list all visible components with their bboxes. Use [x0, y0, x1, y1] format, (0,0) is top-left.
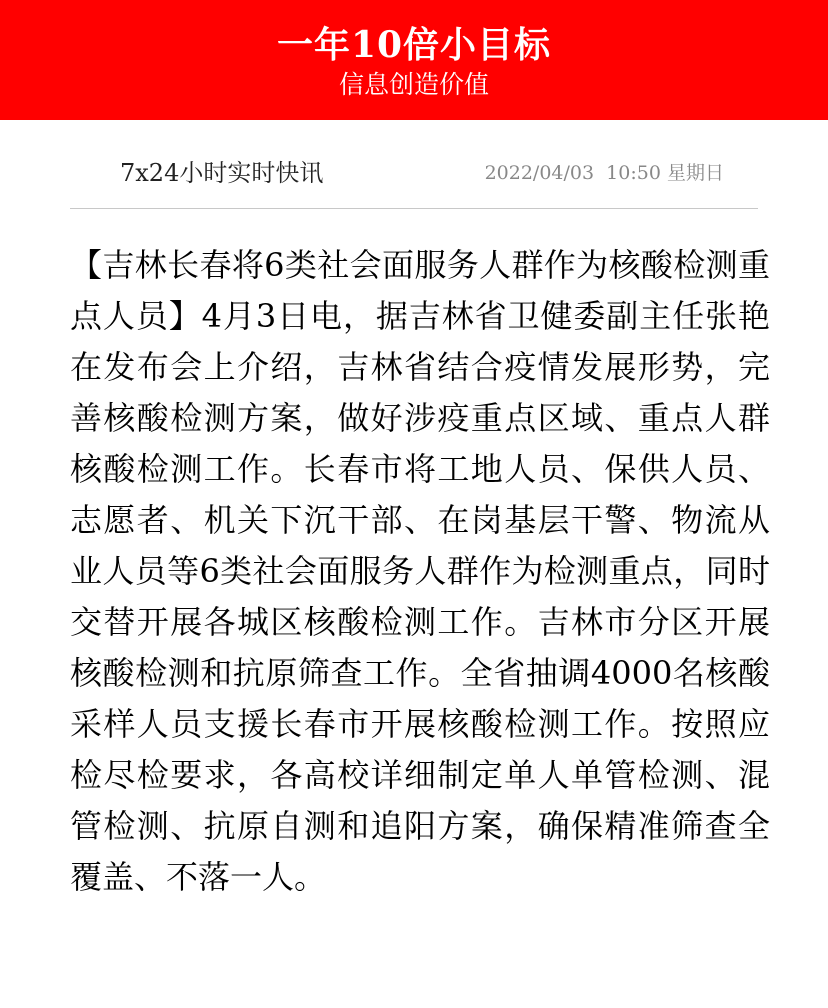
news-date: 2022/04/03 [484, 162, 595, 184]
banner-title: 一年10倍小目标 [276, 24, 552, 66]
article-body: 4月3日电，据吉林省卫健委副主任张艳在发布会上介绍，吉林省结合疫情发展形势，完善核酸检测方案，做好涉疫重点区域、重点人群核酸检测工作。长春市将工地人员、保供人员、志愿者、机关下沉干部、在岗基层干警、物流从业人员等6类社会面服务人群作为检测重点，同时交替开展各城区核酸检测工作。吉林市分区开展核酸检测和抗原筛查工作。全省抽调4000名核酸采样人员支援长春市开展核酸检测工作。按照应检尽检要求，各高校详细制定单人单管检测、混管检测、抗原自测和追阳方案，确保精准筛查全覆盖、不落一人。 [70, 297, 770, 896]
news-timestamp [485, 158, 724, 188]
divider-line [70, 208, 758, 209]
article-headline: 【吉林长春将6类社会面服务人群作为核酸检测重点人员】 [70, 246, 770, 335]
news-weekday: 星期日 [666, 162, 724, 184]
news-meta-row [0, 120, 828, 210]
banner-subtitle: 信息创造价值 [338, 70, 489, 99]
news-article [70, 240, 770, 903]
banner-header [0, 0, 828, 120]
news-time: 10:50 [606, 162, 661, 184]
news-feed-label: 7x24小时实时快讯 [120, 159, 324, 187]
